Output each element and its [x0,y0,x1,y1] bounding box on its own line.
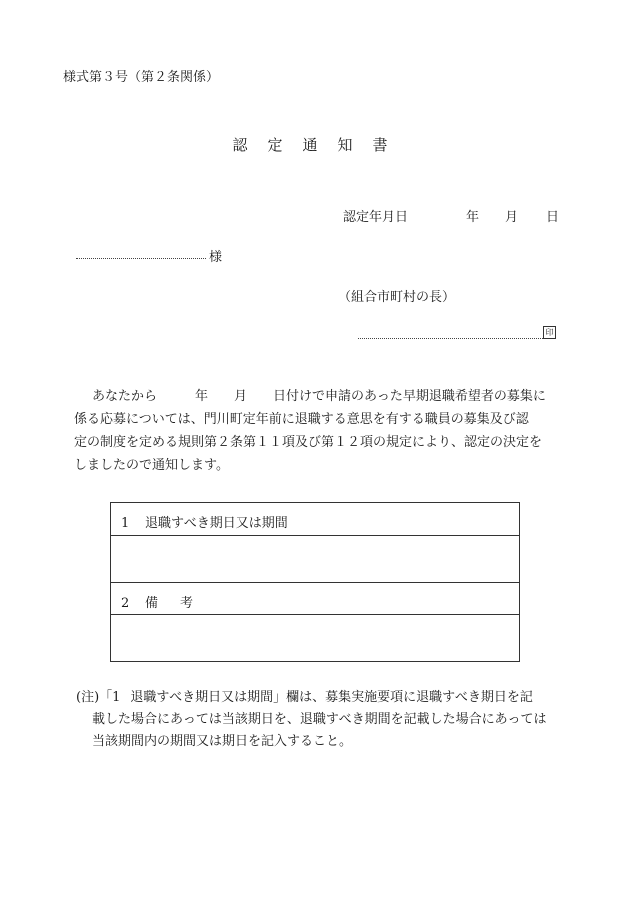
recipient-honorific: 様 [209,250,223,265]
table-row-2-label-a: 備 [145,596,159,611]
certification-date-label: 認定年月日 [343,210,409,225]
note-prefix: (注)「1 [76,690,121,705]
date-year-label: 年 [466,210,480,225]
body-line-3: 定の制度を定める規則第２条第１１項及び第１２項の規定により、認定の決定を [74,435,543,450]
table-row-1-label: 退職すべき期日又は期間 [145,516,288,531]
table-row-2-label-b: 考 [180,596,194,611]
table-row-period-value [111,536,519,583]
date-day-label: 日 [546,210,560,225]
body-line-1-year: 年 [195,389,209,404]
body-line-4: しましたので通知します。 [74,458,229,473]
note-line-1 [76,686,533,705]
body-line-1-rest: 日付けで申請のあった早期退職希望者の募集に [273,389,546,404]
note-line-1-rest: 退職すべき期日又は期間」欄は、募集実施要項に退職すべき期日を記 [130,690,533,705]
issuer-title: （組合市町村の長） [338,290,456,305]
body-line-1-month: 月 [234,389,248,404]
form-number: 様式第３号（第２条関係） [63,70,220,85]
recipient-name-field [76,258,206,259]
table-row-remarks-header [111,583,519,615]
issuer-name-field [358,338,543,339]
table-row-remarks-value [111,615,519,661]
note-line-2: 載した場合にあっては当該期日を、退職すべき期間を記載した場合にあっては [92,712,547,727]
document-title: 認定通知書 [232,136,408,154]
body-line-2: 係る応募については、門川町定年前に退職する意思を有する職員の募集及び認 [74,412,529,427]
body-line-1 [92,385,546,404]
date-month-label: 月 [505,210,519,225]
table-row-period-header [111,503,519,536]
notice-table [110,502,520,662]
seal-mark: 印 [543,326,556,339]
table-row-1-number: 1 [121,516,130,531]
note-line-3: 当該期間内の期間又は期日を記入すること。 [92,734,353,749]
table-row-2-number: 2 [121,596,130,611]
body-line-1-prefix: あなたから [92,389,158,404]
